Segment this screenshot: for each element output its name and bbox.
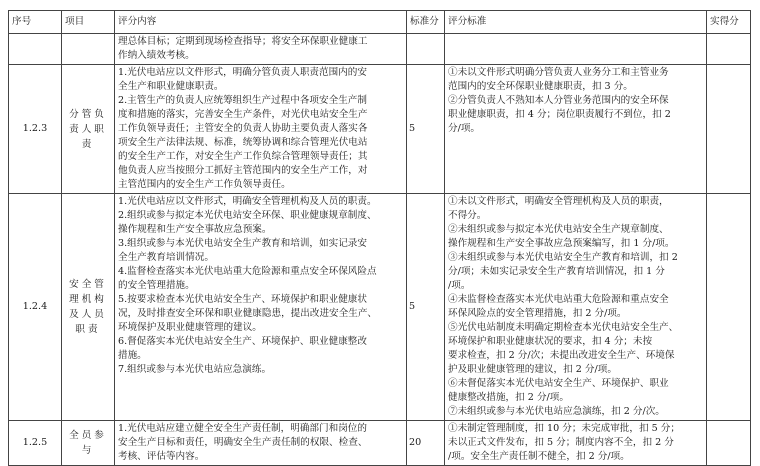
row-content-line: 况，及时排查安全环保和职业健康隐患，提出改进安全生产、 xyxy=(118,308,378,319)
row-no: 1.2.3 xyxy=(9,65,62,194)
row-content-line: 3.组织或参与本光伏电站安全生产教育和培训，如实记录安 xyxy=(118,238,367,249)
row-standard-line: ③未组织或参与本光伏电站安全生产教育和培训，扣 2 xyxy=(448,252,678,263)
row-standard-line: ②未组织或参与拟定本光伏电站安全生产规章制度、 xyxy=(448,224,669,235)
row-standard xyxy=(445,34,707,65)
row-item xyxy=(62,194,115,421)
row-content-line: 安全生产目标和责任，明确安全生产责任制的权限、检查、 xyxy=(118,437,368,448)
row-standard-line: 环保风险点的安全管理措施，扣 2 分/项。 xyxy=(448,308,627,319)
row-standard-line: 健康整改措施，扣 2 分/项。 xyxy=(448,392,569,403)
header-item: 项目 xyxy=(62,11,115,34)
row-content-line: 措施。 xyxy=(118,350,147,361)
row-score: 5 xyxy=(407,65,445,194)
row-standard-line: ⑥未督促落实本光伏电站安全生产、环境保护、职业 xyxy=(448,378,669,389)
row-standard-line: ⑦未组织或参与本光伏电站应急演练，扣 2 分/次。 xyxy=(448,406,665,417)
row-standard xyxy=(445,65,707,194)
row-content xyxy=(115,194,407,421)
row-content-line: 4.监督检查落实本光伏电站重大危险源和重点安全环保风险点 xyxy=(118,266,377,277)
row-item-line: 职责 xyxy=(75,324,101,335)
row-content-line: 2.组织或参与拟定本光伏电站安全环保、职业健康规章制度、 xyxy=(118,210,377,221)
row-item-line: 责人职 xyxy=(69,123,107,135)
row-content xyxy=(115,421,407,466)
row-item xyxy=(62,34,115,65)
row-item-line: 理机构 xyxy=(69,294,107,305)
header-score: 标准分 xyxy=(407,11,445,34)
row-standard-line: 分/项；未如实记录安全生产教育培训情况，扣 1 分 xyxy=(448,266,665,277)
row-content-line: 的安全生产工作，对安全生产工作负综合管理领导责任；其 xyxy=(118,151,368,162)
row-standard-line: ②分管负责人不熟知本人分管业务范围内的安全环保 xyxy=(448,95,669,106)
row-content-line: 主管范围内的安全生产工作负领导责任。 xyxy=(118,179,291,190)
row-item-line: 责 xyxy=(81,138,95,150)
row-item-line: 与 xyxy=(81,445,95,456)
row-content-line: 的安全管理措施。 xyxy=(118,280,195,291)
row-content-line: 6.督促落实本光伏电站安全生产、环境保护、职业健康整改 xyxy=(118,336,367,347)
row-no xyxy=(9,34,62,65)
header-actual: 实得分 xyxy=(707,11,751,34)
row-standard-line: /项。安全生产责任制不健全，扣 2 分/项。 xyxy=(448,451,630,462)
row-content-line: 操作规程和生产安全事故应急预案。 xyxy=(118,224,272,235)
header-row xyxy=(9,11,751,34)
row-standard-line: 未以正式文件发布，扣 5 分；制度内容不全，扣 2 分 xyxy=(448,437,674,448)
row-standard-line: 不得分。 xyxy=(448,210,487,221)
row-standard-line: 范围内的安全环保职业健康职责，扣 3 分。 xyxy=(448,81,633,92)
row-content-line: 1.光伏电站应以文件形式，明确分管负责人职责范围内的安 xyxy=(118,67,367,78)
table-row xyxy=(9,65,751,194)
row-content-line: 作纳入绩效考核。 xyxy=(118,50,195,61)
table-row xyxy=(9,194,751,421)
row-standard-line: ①未以文件形式明确分管负责人业务分工和主管业务 xyxy=(448,67,669,78)
row-content-line: 他负责人应当按照分工抓好主管范围内的安全生产工作，对 xyxy=(118,165,368,176)
row-score: 20 xyxy=(407,421,445,466)
row-content-line: 工作负领导责任；主管安全的负责人协助主要负责人落实各 xyxy=(118,123,368,134)
row-standard-line: ④未监督检查落实本光伏电站重大危险源和重点安全 xyxy=(448,294,669,305)
row-actual xyxy=(707,34,751,65)
table-row xyxy=(9,34,751,65)
row-standard-line: 操作规程和生产安全事故应急预案编写，扣 1 分/项。 xyxy=(448,238,675,249)
row-content-line: 环境保护及职业健康管理的建议。 xyxy=(118,322,262,333)
row-content-line: 全生产和职业健康职责。 xyxy=(118,81,224,92)
row-standard-line: ⑤光伏电站制度未明确定期检查本光伏电站安全生产、 xyxy=(448,322,679,333)
row-standard xyxy=(445,421,707,466)
row-content-line: 1.光伏电站应以文件形式，明确安全管理机构及人员的职责。 xyxy=(118,196,377,207)
row-actual xyxy=(707,65,751,194)
row-content-line: 1.光伏电站应建立健全安全生产责任制，明确部门和岗位的 xyxy=(118,423,367,434)
row-standard-line: 分/项。 xyxy=(448,123,481,134)
row-score xyxy=(407,34,445,65)
row-content-line: 全生产教育培训情况。 xyxy=(118,252,214,263)
row-score: 5 xyxy=(407,194,445,421)
evaluation-table xyxy=(8,10,751,466)
row-item-line: 安全管 xyxy=(69,279,107,290)
row-standard-line: ①未以文件形式，明确安全管理机构及人员的职责， xyxy=(448,196,669,207)
row-content-line: 理总体目标；定期到现场检查指导；将安全环保职业健康工 xyxy=(118,36,368,47)
row-standard-line: 护及职业健康管理的建议，扣 2 分/项。 xyxy=(448,364,617,375)
row-content xyxy=(115,34,407,65)
row-standard-line: 职业健康职责，扣 4 分；岗位职责履行不到位，扣 2 xyxy=(448,109,671,120)
header-content: 评分内容 xyxy=(115,11,407,34)
row-standard xyxy=(445,194,707,421)
row-item xyxy=(62,421,115,466)
row-item xyxy=(62,65,115,194)
row-actual xyxy=(707,194,751,421)
row-no: 1.2.5 xyxy=(9,421,62,466)
row-content xyxy=(115,65,407,194)
row-content-line: 度和措施的落实，完善安全生产条件，对光伏电站安全生产 xyxy=(118,109,368,120)
row-content-line: 5.按要求检查本光伏电站安全生产、环境保护和职业健康状 xyxy=(118,294,367,305)
row-item-line: 及人员 xyxy=(69,309,107,320)
row-item-line: 全员参 xyxy=(69,430,107,441)
row-standard-line: 环境保护和职业健康状况的要求，扣 4 分；未按 xyxy=(448,336,653,347)
table-row xyxy=(9,421,751,466)
row-actual xyxy=(707,421,751,466)
row-item-line: 分管负 xyxy=(69,108,107,120)
row-content-line: 2.主管生产的负责人应统筹组织生产过程中各项安全生产制 xyxy=(118,95,367,106)
row-content-line: 7.组织或参与本光伏电站应急演练。 xyxy=(118,364,272,375)
header-standard: 评分标准 xyxy=(445,11,707,34)
row-content-line: 项安全生产法律法规、标准，统筹协调和综合管理光伏电站 xyxy=(118,137,368,148)
row-content-line: 考核、评估等内容。 xyxy=(118,451,205,462)
header-no: 序号 xyxy=(9,11,62,34)
row-standard-line: ①未制定管理制度，扣 10 分；未完成审批，扣 5 分； xyxy=(448,423,680,434)
row-no: 1.2.4 xyxy=(9,194,62,421)
row-standard-line: 要求检查，扣 2 分/次；未提出改进安全生产、环境保 xyxy=(448,350,675,361)
row-standard-line: /项。 xyxy=(448,280,471,291)
